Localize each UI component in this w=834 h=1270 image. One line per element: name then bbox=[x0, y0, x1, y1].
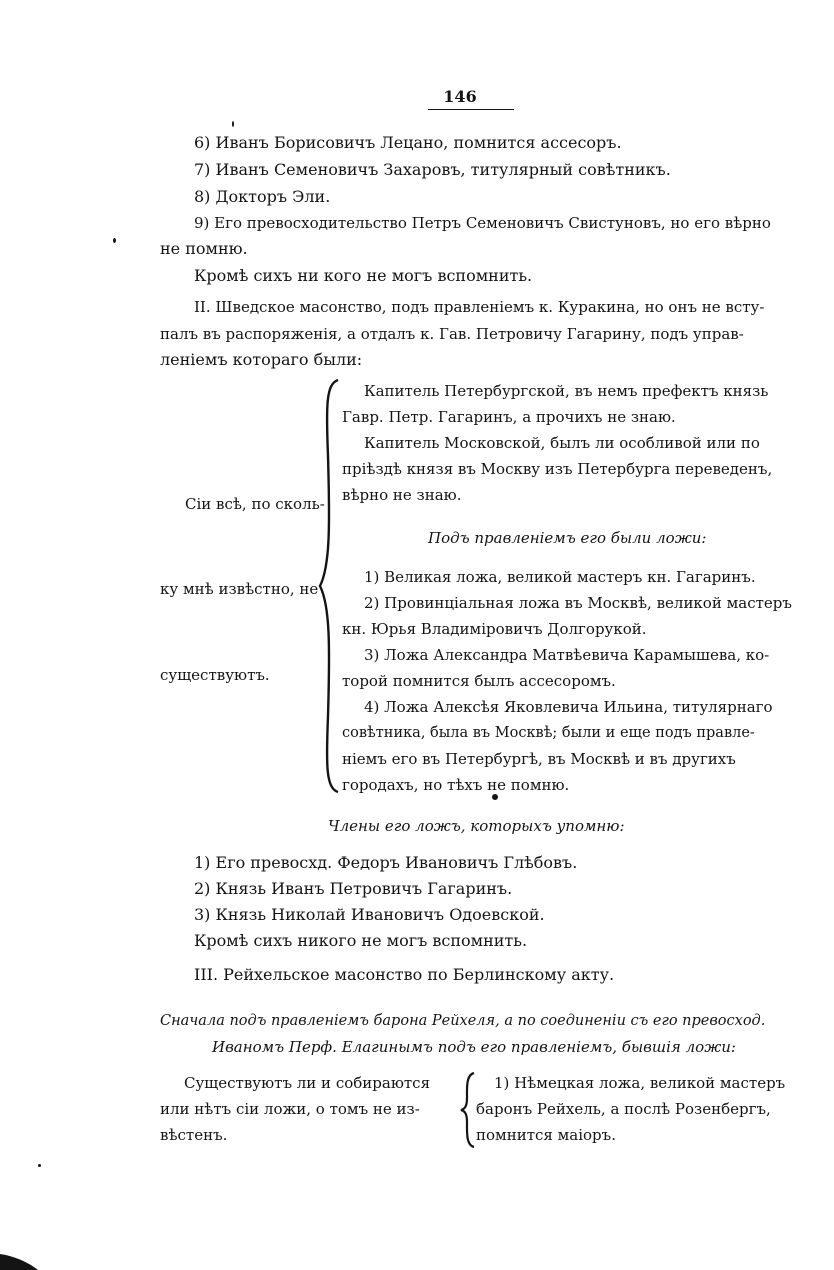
lodge-line: помнится маіоръ. bbox=[476, 1126, 616, 1144]
list-item: не помню. bbox=[160, 239, 248, 258]
binding-shadow bbox=[0, 1250, 40, 1270]
scan-speck bbox=[38, 1164, 41, 1167]
chapter-line: вѣрно не знаю. bbox=[342, 486, 462, 504]
chapter-line: Гавр. Петр. Гагаринъ, а прочихъ не знаю. bbox=[342, 408, 676, 426]
list-item: 8) Докторъ Эли. bbox=[194, 187, 331, 206]
lodge-line: городахъ, но тѣхъ не помню. bbox=[342, 776, 570, 794]
note-line: ку мнѣ извѣстно, не bbox=[160, 580, 319, 598]
note-line: Сіи всѣ, по сколь- bbox=[185, 495, 325, 513]
intro-line: Иваномъ Перф. Елагинымъ подъ его правленіемъ, бывшія ложи: bbox=[212, 1038, 736, 1056]
lodge-line: ніемъ его въ Петербургѣ, въ Москвѣ и въ другихъ bbox=[342, 750, 736, 768]
list-item: 7) Иванъ Семеновичъ Захаровъ, титулярный совѣтникъ. bbox=[194, 160, 671, 179]
note-line: Существуютъ ли и собираются bbox=[184, 1074, 431, 1092]
chapter-line: пріѣздѣ князя въ Москву изъ Петербурга переведенъ, bbox=[342, 460, 773, 478]
paragraph-line: палъ въ распоряженія, а отдалъ к. Гав. Петровичу Гагарину, подъ управ- bbox=[160, 325, 744, 343]
member-line: 2) Князь Иванъ Петровичъ Гагаринъ. bbox=[194, 879, 513, 898]
note-line: существуютъ. bbox=[160, 666, 270, 684]
paragraph-line: II. Шведское масонство, подъ правленіемъ к. Куракина, но онъ не всту- bbox=[194, 298, 765, 316]
list-item: 9) Его превосходительство Петръ Семеновичъ Свистуновъ, но его вѣрно bbox=[194, 214, 771, 232]
lodge-line: 1) Нѣмецкая ложа, великой мастеръ bbox=[494, 1074, 786, 1092]
member-line: Кромѣ сихъ никого не могъ вспомнить. bbox=[194, 931, 528, 950]
members-heading: Члены его ложъ, которыхъ упомню: bbox=[328, 817, 625, 835]
intro-line: Сначала подъ правленіемъ барона Рейхеля, а по соединеніи съ его превосход. bbox=[160, 1013, 766, 1029]
chapter-line: Капитель Московской, былъ ли особливой или по bbox=[364, 434, 760, 452]
scan-speck bbox=[232, 121, 234, 127]
lodge-line: 4) Ложа Алексѣя Яковлевича Ильина, титулярнаго bbox=[364, 698, 773, 716]
paragraph-line: леніемъ котораго были: bbox=[160, 350, 363, 369]
lodge-line: торой помнится былъ ассесоромъ. bbox=[342, 672, 616, 690]
page-number: 146 bbox=[443, 87, 477, 106]
lodge-line: 3) Ложа Александра Матвѣевича Карамышева, ко- bbox=[364, 646, 770, 664]
note-line: вѣстенъ. bbox=[160, 1126, 228, 1144]
lodge-line: совѣтника, была въ Москвѣ; были и еще подъ правле- bbox=[342, 725, 755, 741]
lodge-line: кн. Юрья Владиміровичъ Долгорукой. bbox=[342, 620, 647, 638]
page-number-rule bbox=[428, 109, 514, 110]
scan-speck bbox=[113, 238, 116, 243]
note-line: или нѣтъ сіи ложи, о томъ не из- bbox=[160, 1100, 420, 1118]
section-3-heading: III. Рейхельское масонство по Берлинскому акту. bbox=[194, 965, 615, 984]
lodge-line: 2) Провинціальная ложа въ Москвѣ, великой мастеръ bbox=[364, 594, 792, 612]
member-line: 1) Его превосхд. Федоръ Ивановичъ Глѣбовъ. bbox=[194, 853, 578, 872]
chapter-line: Капитель Петербургской, въ немъ префектъ князь bbox=[364, 382, 769, 400]
scan-speck bbox=[492, 794, 498, 800]
list-closing: Кромѣ сихъ ни кого не могъ вспомнить. bbox=[194, 266, 533, 285]
member-line: 3) Князь Николай Ивановичъ Одоевской. bbox=[194, 905, 545, 924]
lodge-line: баронъ Рейхель, а послѣ Розенбергъ, bbox=[476, 1100, 771, 1118]
lodges-heading: Подъ правленіемъ его были ложи: bbox=[428, 529, 707, 547]
list-item: 6) Иванъ Борисовичъ Лецано, помнится ассесоръ. bbox=[194, 133, 622, 152]
lodge-line: 1) Великая ложа, великой мастеръ кн. Гагаринъ. bbox=[364, 568, 756, 586]
